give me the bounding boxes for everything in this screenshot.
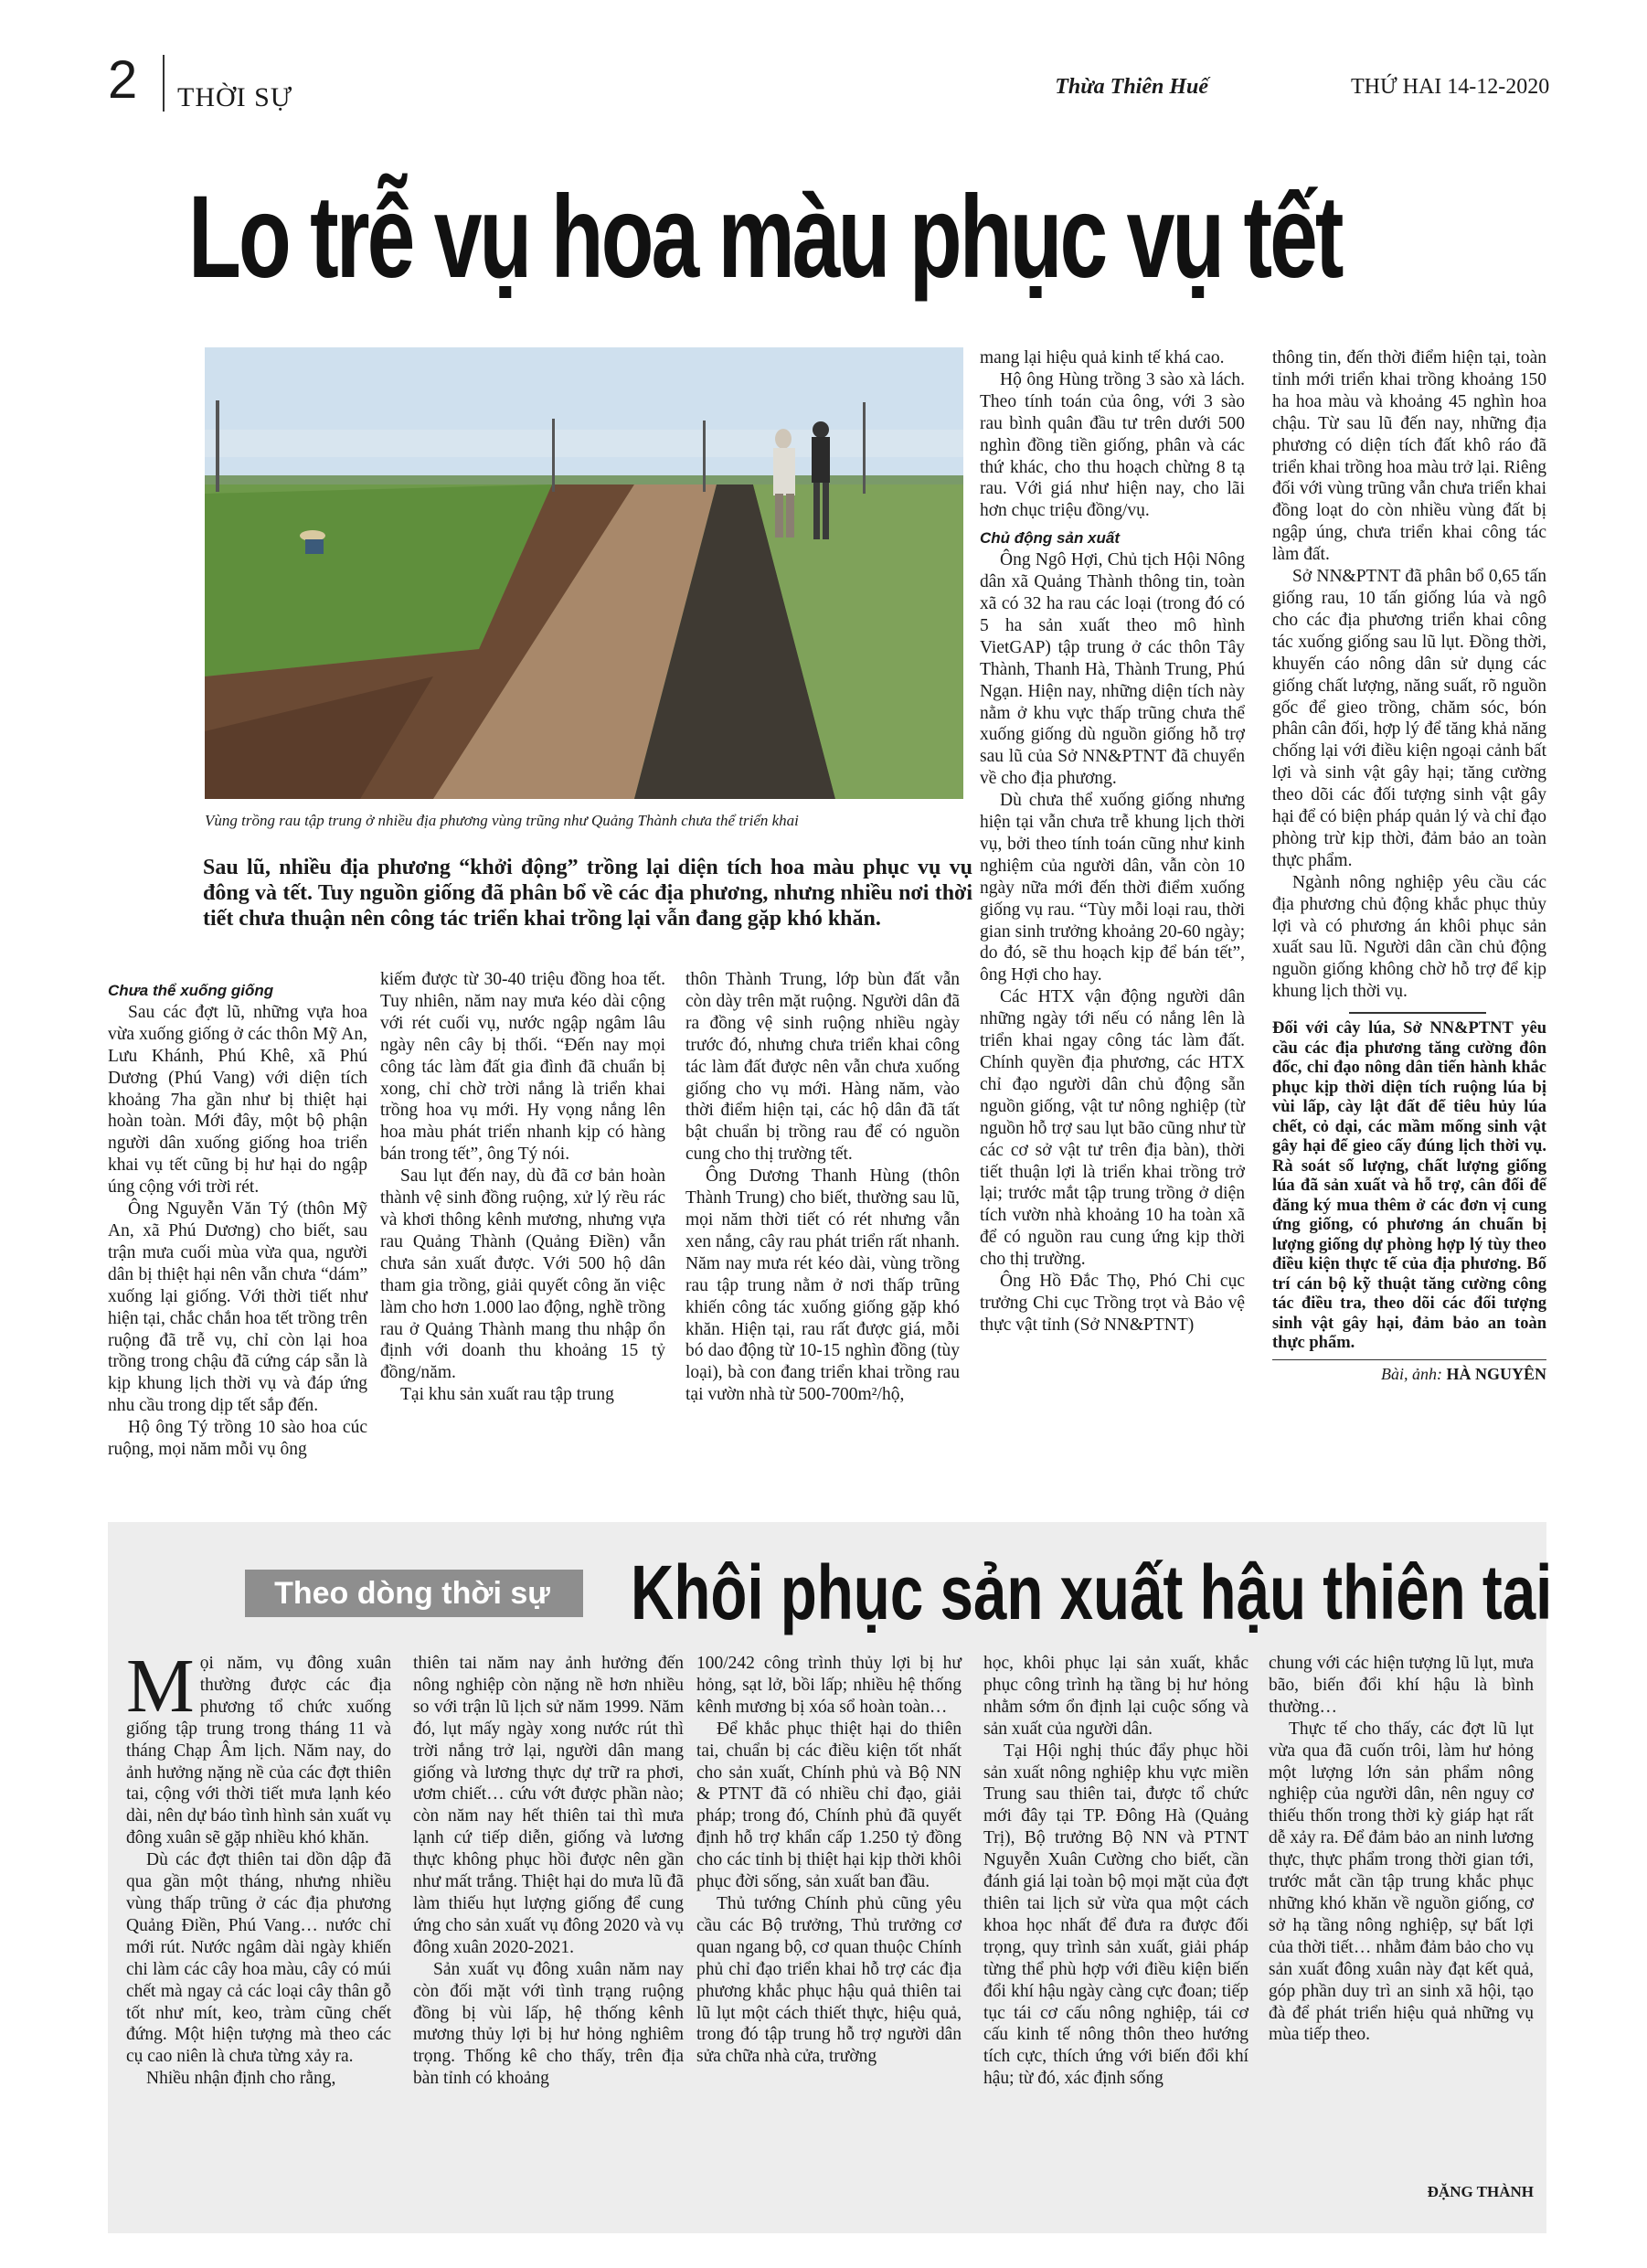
paragraph: Ông Nguyễn Văn Tý (thôn Mỹ An, xã Phú Dương) cho biết, sau trận mưa cuối mùa vừa qua, người dân bị thiệt hại nên vẫn chưa “dám” xuống lại giống. Với thời tiết như hiện tại, chắc chắn hoa tết trồng trên ruộng đã trễ vụ, chỉ còn lại hoa trồng trong chậu đã cứng cáp sẵn là kịp khung lịch thời vụ và đáp ứng nhu cầu trong dịp tết sắp đến. (108, 1199, 367, 1416)
article-lead: Sau lũ, nhiều địa phương “khởi động” trồng lại diện tích hoa màu phục vụ vụ đông và tết. Tuy nguồn giống đã phân bổ về các địa phương, nhưng nhiều nơi thời tiết chưa thuận nên công tác triển khai trồng lại vẫn đang gặp khó khăn. (203, 856, 972, 931)
paragraph: Sở NN&PTNT đã phân bổ 0,65 tấn giống rau, 10 tấn giống lúa và ngô cho các địa phương triển khai công tác xuống giống sau lũ lụt. Đồng thời, khuyến cáo nông dân sử dụng các giống chất lượng, năng suất, rõ nguồn gốc để gieo trồng, chăm sóc, bón phân cân đối, hợp lý để tăng khả năng chống lại với điều kiện ngoại cảnh bất lợi và sinh vật gây hại; tăng cường theo dõi các đối tượng sinh vật gây hại để có biện pháp quản lý và chỉ đạo phòng trừ kịp thời, đảm bảo an toàn thực phẩm. (1272, 567, 1546, 870)
paragraph (126, 1644, 391, 1849)
kicker-accent (579, 1570, 583, 1617)
paragraph: Thủ tướng Chính phủ cũng yêu cầu các Bộ trưởng, Thủ trưởng cơ quan ngang bộ, cơ quan thuộc Chính phủ chỉ đạo triển khai hỗ trợ các địa phương khắc phục hậu quả thiên tai lũ lụt một cách thiết thực, hiệu quả, trong đó tập trung hỗ trợ người dân sửa chữa nhà cửa, trường (696, 1893, 962, 2067)
editorial-column-4 (983, 1653, 1249, 2090)
paragraph-text: ọi năm, vụ đông xuân thường được các địa phương tổ chức xuống giống tập trung trong tháng 11 và tháng Chạp Âm lịch. Năm nay, do ảnh hưởng nặng nề của các đợt thiên tai, cộng với thời tiết mưa lạnh kéo dài, nên dự báo tình hình sản xuất vụ đông xuân sẽ gặp nhiều khó khăn. (126, 1654, 391, 1848)
paragraph: Nhiều nhận định cho rằng, (146, 2069, 336, 2089)
paragraph: Ông Ngô Hợi, Chủ tịch Hội Nông dân xã Quảng Thành thông tin, toàn xã có 32 ha rau các loại (trong đó có 5 ha sản xuất theo mô hình VietGAP) tập trung ở các thôn Tây Thành, Thanh Hà, Thành Trung, Phú Ngạn. Hiện nay, những diện tích này nằm ở khu vực thấp trũng chưa thể xuống giống dù nguồn giống hỗ trợ sau lũ của Sở NN&PTNT đã chuyển về cho địa phương. (980, 550, 1245, 789)
article-column-4 (980, 347, 1245, 1336)
paragraph: Sau lụt đến nay, dù đã cơ bản hoàn thành vệ sinh đồng ruộng, xử lý rều rác và khơi thông kênh mương, nhưng vựa rau Quảng Thành (Quảng Điền) vẫn chưa sản xuất được. Với 500 hộ dân tham gia trồng, giải quyết công ăn việc làm cho hơn 1.000 lao động, nghề trồng rau ở Quảng Thành mang thu nhập ổn định với doanh thu khoảng 15 tỷ đồng/năm. (380, 1166, 665, 1383)
paragraph: mang lại hiệu quả kinh tế khá cao. (980, 348, 1225, 367)
section-name: THỜI SỰ (177, 82, 293, 112)
paragraph: Tại khu sản xuất rau tập trung (400, 1385, 614, 1405)
issue-date: THỨ HAI 14-12-2020 (1351, 75, 1550, 99)
editorial-column-1 (126, 1644, 391, 2090)
editorial-column-5 (1269, 1653, 1534, 2046)
paragraph: thông tin, đến thời điểm hiện tại, toàn tỉnh mới triển khai trồng khoảng 150 ha hoa màu và khoảng 45 nghìn hoa chậu. Từ sau lũ đến nay, những địa phương có diện tích đất khô ráo đã triển khai trồng hoa màu trở lại. Riêng đối với vùng trũng vẫn chưa triển khai đồng loạt do còn nhiều vùng đất bị ngập úng, chưa triển khai công tác làm đất. (1272, 348, 1546, 565)
editorial-headline: Khôi phục sản xuất hậu thiên tai (631, 1549, 1553, 1635)
subheading: Chưa thể xuống giống (108, 982, 274, 999)
paragraph: 100/242 công trình thủy lợi bị hư hỏng, sạt lở, bồi lấp; nhiều hệ thống kênh mương bị xóa sổ hoàn toàn… (696, 1654, 962, 1717)
paragraph: Sản xuất vụ đông xuân năm nay còn đối mặt với tình trạng ruộng đồng bị vùi lấp, hệ thống kênh mương thủy lợi bị hư hỏng nghiêm trọng. Thống kê cho thấy, trên địa bàn tỉnh có khoảng (413, 1959, 684, 2089)
paragraph: Ông Hồ Đắc Thọ, Phó Chi cục trưởng Chi cục Trồng trọt và Bảo vệ thực vật tỉnh (Sở NN&PTNT) (980, 1272, 1245, 1335)
byline-name: HÀ NGUYÊN (1446, 1364, 1546, 1383)
paragraph: Dù chưa thể xuống giống nhưng hiện tại vẫn chưa trễ khung lịch thời vụ, bởi theo tính toán cũng như kinh nghiệm của người dân, vẫn còn 10 ngày nữa mới đến thời điểm xuống giống vụ rau. “Tùy mỗi loại rau, thời gian sinh trưởng khoảng 20-60 ngày; do đó, sẽ thu hoạch kịp để bán tết”, ông Hợi cho hay. (980, 791, 1245, 985)
editorial-byline: ĐẶNG THÀNH (1427, 2183, 1534, 2200)
kicker-label: Theo dòng thời sự (245, 1570, 579, 1617)
byline (1272, 1364, 1546, 1386)
editorial-column-2 (413, 1653, 684, 2090)
paragraph: Dù các đợt thiên tai dồn dập đã qua gần một tháng, nhưng nhiều vùng thấp trũng ở các địa phương Quảng Điền, Phú Vang… nước chỉ mới rút. Nước ngâm dài ngày khiến chi làm các cây hoa màu, cây có múi chết mà ngay cả các loại cây thân gỗ tốt như mít, keo, tràm cũng chết đứng. Một hiện tượng mà theo các cụ cao niên là chưa từng xảy ra. (126, 1850, 391, 2067)
header-divider (163, 55, 165, 112)
paragraph: Ngành nông nghiệp yêu cầu các địa phương chủ động khắc phục thủy lợi và có phương án khôi phục sản xuất sau lũ. Người dân cần chủ động nguồn giống không chờ hỗ trợ để kịp khung lịch thời vụ. (1272, 872, 1546, 1002)
box-rule (1349, 1012, 1486, 1014)
paragraph: Tại Hội nghị thúc đẩy phục hồi sản xuất nông nghiệp khu vực miền Trung sau thiên tai, được tổ chức mới đây tại TP. Đông Hà (Quảng Trị), Bộ trưởng Bộ NN và PTNT Nguyễn Xuân Cường cho biết, cần đánh giá lại toàn bộ mọi mặt của đợt thiên tai lịch sử vừa qua một cách khoa học nhất để đưa ra được đối trọng, quy trình sản xuất, giải pháp từng thể phù hợp với điều kiện biến đổi khí hậu ngày càng cực đoan; tiếp tục tái cơ cấu nông nghiệp, tái cơ cấu kinh tế nông thôn theo hướng tích cực, thích ứng với biến đổi khí hậu; từ đó, xác định sống (983, 1741, 1249, 2089)
drop-cap: M (126, 1644, 195, 1729)
byline-rule (1272, 1359, 1546, 1360)
paragraph: Để khắc phục thiệt hại do thiên tai, chuẩn bị các điều kiện tốt nhất cho sản xuất, Chính phủ và Bộ NN & PTNT đã có nhiều chỉ đạo, giải pháp; trong đó, Chính phủ đã quyết định hỗ trợ khẩn cấp 1.250 tỷ đồng cho các tỉnh bị thiệt hại kịp thời khôi phục đời sống, sản xuất ban đầu. (696, 1719, 962, 1892)
paragraph: Ông Dương Thanh Hùng (thôn Thành Trung) cho biết, thường sau lũ, mọi năm thời tiết có rét nhưng vẫn xen nắng, cây rau phát triển rất nhanh. Năm nay mưa rét kéo dài, vùng trồng rau tập trung nằm ở nơi thấp trũng khiến công tác xuống giống gặp khó khăn. Hiện tại, rau rất được giá, mỗi bó dao động từ 10-15 nghìn đồng (tùy loại), bà con đang triển khai trồng rau tại vườn nhà từ 500-700m²/hộ, (685, 1166, 960, 1405)
field-photo (205, 347, 963, 799)
paper-name: Thừa Thiên Huế (1055, 75, 1208, 99)
article-column-1 (108, 980, 367, 1461)
paragraph: Hộ ông Tý trồng 10 sào hoa cúc ruộng, mọi năm mỗi vụ ông (108, 1418, 367, 1460)
paragraph: Sau các đợt lũ, những vựa hoa vừa xuống giống ở các thôn Mỹ An, Lưu Khánh, Phú Khê, xã Phú Dương (Phú Vang) với diện tích khoảng 7ha gần như bị thiệt hại hoàn toàn. Mới đây, một bộ phận người dân xuống giống hoa triển khai vụ tết cũng bị hư hại do ngập úng cộng với trời rét. (108, 1002, 367, 1198)
photo-caption: Vùng trồng rau tập trung ở nhiều địa phương vùng trũng như Quảng Thành chưa thể triển khai (205, 812, 799, 829)
article-column-3 (685, 969, 960, 1406)
paragraph: thiên tai năm nay ảnh hưởng đến nông nghiệp còn nặng nề hơn nhiều so với trận lũ lịch sử năm 1999. Năm đó, lụt mấy ngày xong nước rút thì trời nắng trở lại, người dân mang giống và lương thực dự trữ ra phơi, ươm chiết… cứu vớt được phần nào; còn năm nay hết thiên tai thì mưa lạnh cứ tiếp diễn, giống và lương thực không phục hồi được nên gần như mất trắng. Thiệt hại do mưa lũ đã làm thiếu hụt lượng giống để cung ứng cho sản xuất vụ đông 2020 và vụ đông xuân 2020-2021. (413, 1654, 684, 1957)
page-number: 2 (108, 50, 138, 110)
paragraph: thôn Thành Trung, lớp bùn đất vẫn còn dày trên mặt ruộng. Người dân đã ra đồng vệ sinh ruộng nhiều ngày trước đó, nhưng chưa triển khai công tác làm đất được nên vẫn chưa xuống giống cho vụ mới. Hàng năm, vào thời điểm hiện tại, các hộ dân đã tất bật chuẩn bị trồng rau để có nguồn cung cho thị trường tết. (685, 970, 960, 1165)
paragraph: học, khôi phục lại sản xuất, khắc phục công trình hạ tầng bị hư hỏng nhằm sớm ổn định lại cuộc sống và sản xuất của người dân. (983, 1654, 1249, 1739)
main-headline: Lo trễ vụ hoa màu phục vụ tết (188, 172, 1342, 303)
paragraph: chung với các hiện tượng lũ lụt, mưa bão, biến đổi khí hậu là bình thường… (1269, 1654, 1534, 1717)
paragraph: Hộ ông Hùng trồng 3 sào xà lách. Theo tính toán của ông, với 3 sào rau bình quân đầu tư trên dưới 500 nghìn đồng tiền giống, phân và các thứ khác, cho thu hoạch chừng 8 tạ rau. Với giá như hiện nay, cho lãi hơn chục triệu đồng/vụ. (980, 369, 1245, 521)
editorial-column-3 (696, 1653, 962, 2068)
subheading: Chủ động sản xuất (980, 529, 1120, 548)
paragraph: Các HTX vận động người dân những ngày tới nếu có nắng lên là triển khai ngay công tác làm đất. Chính quyền địa phương, các HTX chỉ đạo người dân chủ động sẵn nguồn giống, vật tư nông nghiệp (từ nguồn hỗ trợ sau lụt bão cũng như từ các cơ sở vật tư trên địa bàn), thời tiết thuận lợi là triển khai trồng trở lại; trước mắt tập trung trồng ở diện tích vườn nhà khoảng 10 ha toàn xã để có nguồn rau cung ứng kịp thời cho thị trường. (980, 987, 1245, 1270)
paragraph: Thực tế cho thấy, các đợt lũ lụt vừa qua đã cuốn trôi, làm hư hỏng một lượng lớn sản phẩm nông nghiệp của người dân, nên nguy cơ thiếu thốn trong thời kỳ giáp hạt rất dễ xảy ra. Để đảm bảo an ninh lương thực, thực phẩm trong thời gian tới, trước mắt cần tập trung khắc phục những khó khăn về nguồn giống, cơ sở hạ tầng nông nghiệp, sự bất lợi của thời tiết… nhằm đảm bảo cho vụ sản xuất đông xuân này đạt kết quả, góp phần duy trì an sinh xã hội, tạo đà để phát triển hiệu quả những vụ mùa tiếp theo. (1269, 1719, 1534, 2045)
byline-prefix: Bài, ảnh: (1380, 1364, 1442, 1383)
article-column-5 (1272, 347, 1546, 1386)
article-column-2 (380, 969, 665, 1406)
highlight-paragraph: Đối với cây lúa, Sở NN&PTNT yêu cầu các địa phương tăng cường đôn đốc, chỉ đạo nông dân tiến hành khắc phục kịp thời diện tích ruộng lúa bị vùi lấp, cày lật đất để tiêu hủy lúa chết, cỏ dại, các mầm mống sinh vật gây hại để gieo cấy đúng lịch thời vụ. Rà soát số lượng, chất lượng giống lúa đã sản xuất và hỗ trợ, cân đối để đăng ký mua thêm ở các đơn vị cung ứng giống, có phương án chuẩn bị lượng giống dự phòng hợp lý tùy theo điều kiện thực tế của địa phương. Bố trí cán bộ kỹ thuật tăng cường công tác điều tra, theo dõi các đối tượng sinh vật gây hại, đảm bảo an toàn thực phẩm. (1272, 1019, 1546, 1353)
paragraph: kiếm được từ 30-40 triệu đồng hoa tết. Tuy nhiên, năm nay mưa kéo dài cộng với rét cuối vụ, nước ngập ngâm lâu ngày nên cây bị thối. “Đến nay mọi công tác làm đất gia đình đã chuẩn bị xong, chỉ chờ trời nắng là triển khai trồng hoa vụ mới. Hy vọng nắng lên hoa màu phát triển nhanh kịp có hàng bán trong tết”, ông Tý nói. (380, 970, 665, 1165)
